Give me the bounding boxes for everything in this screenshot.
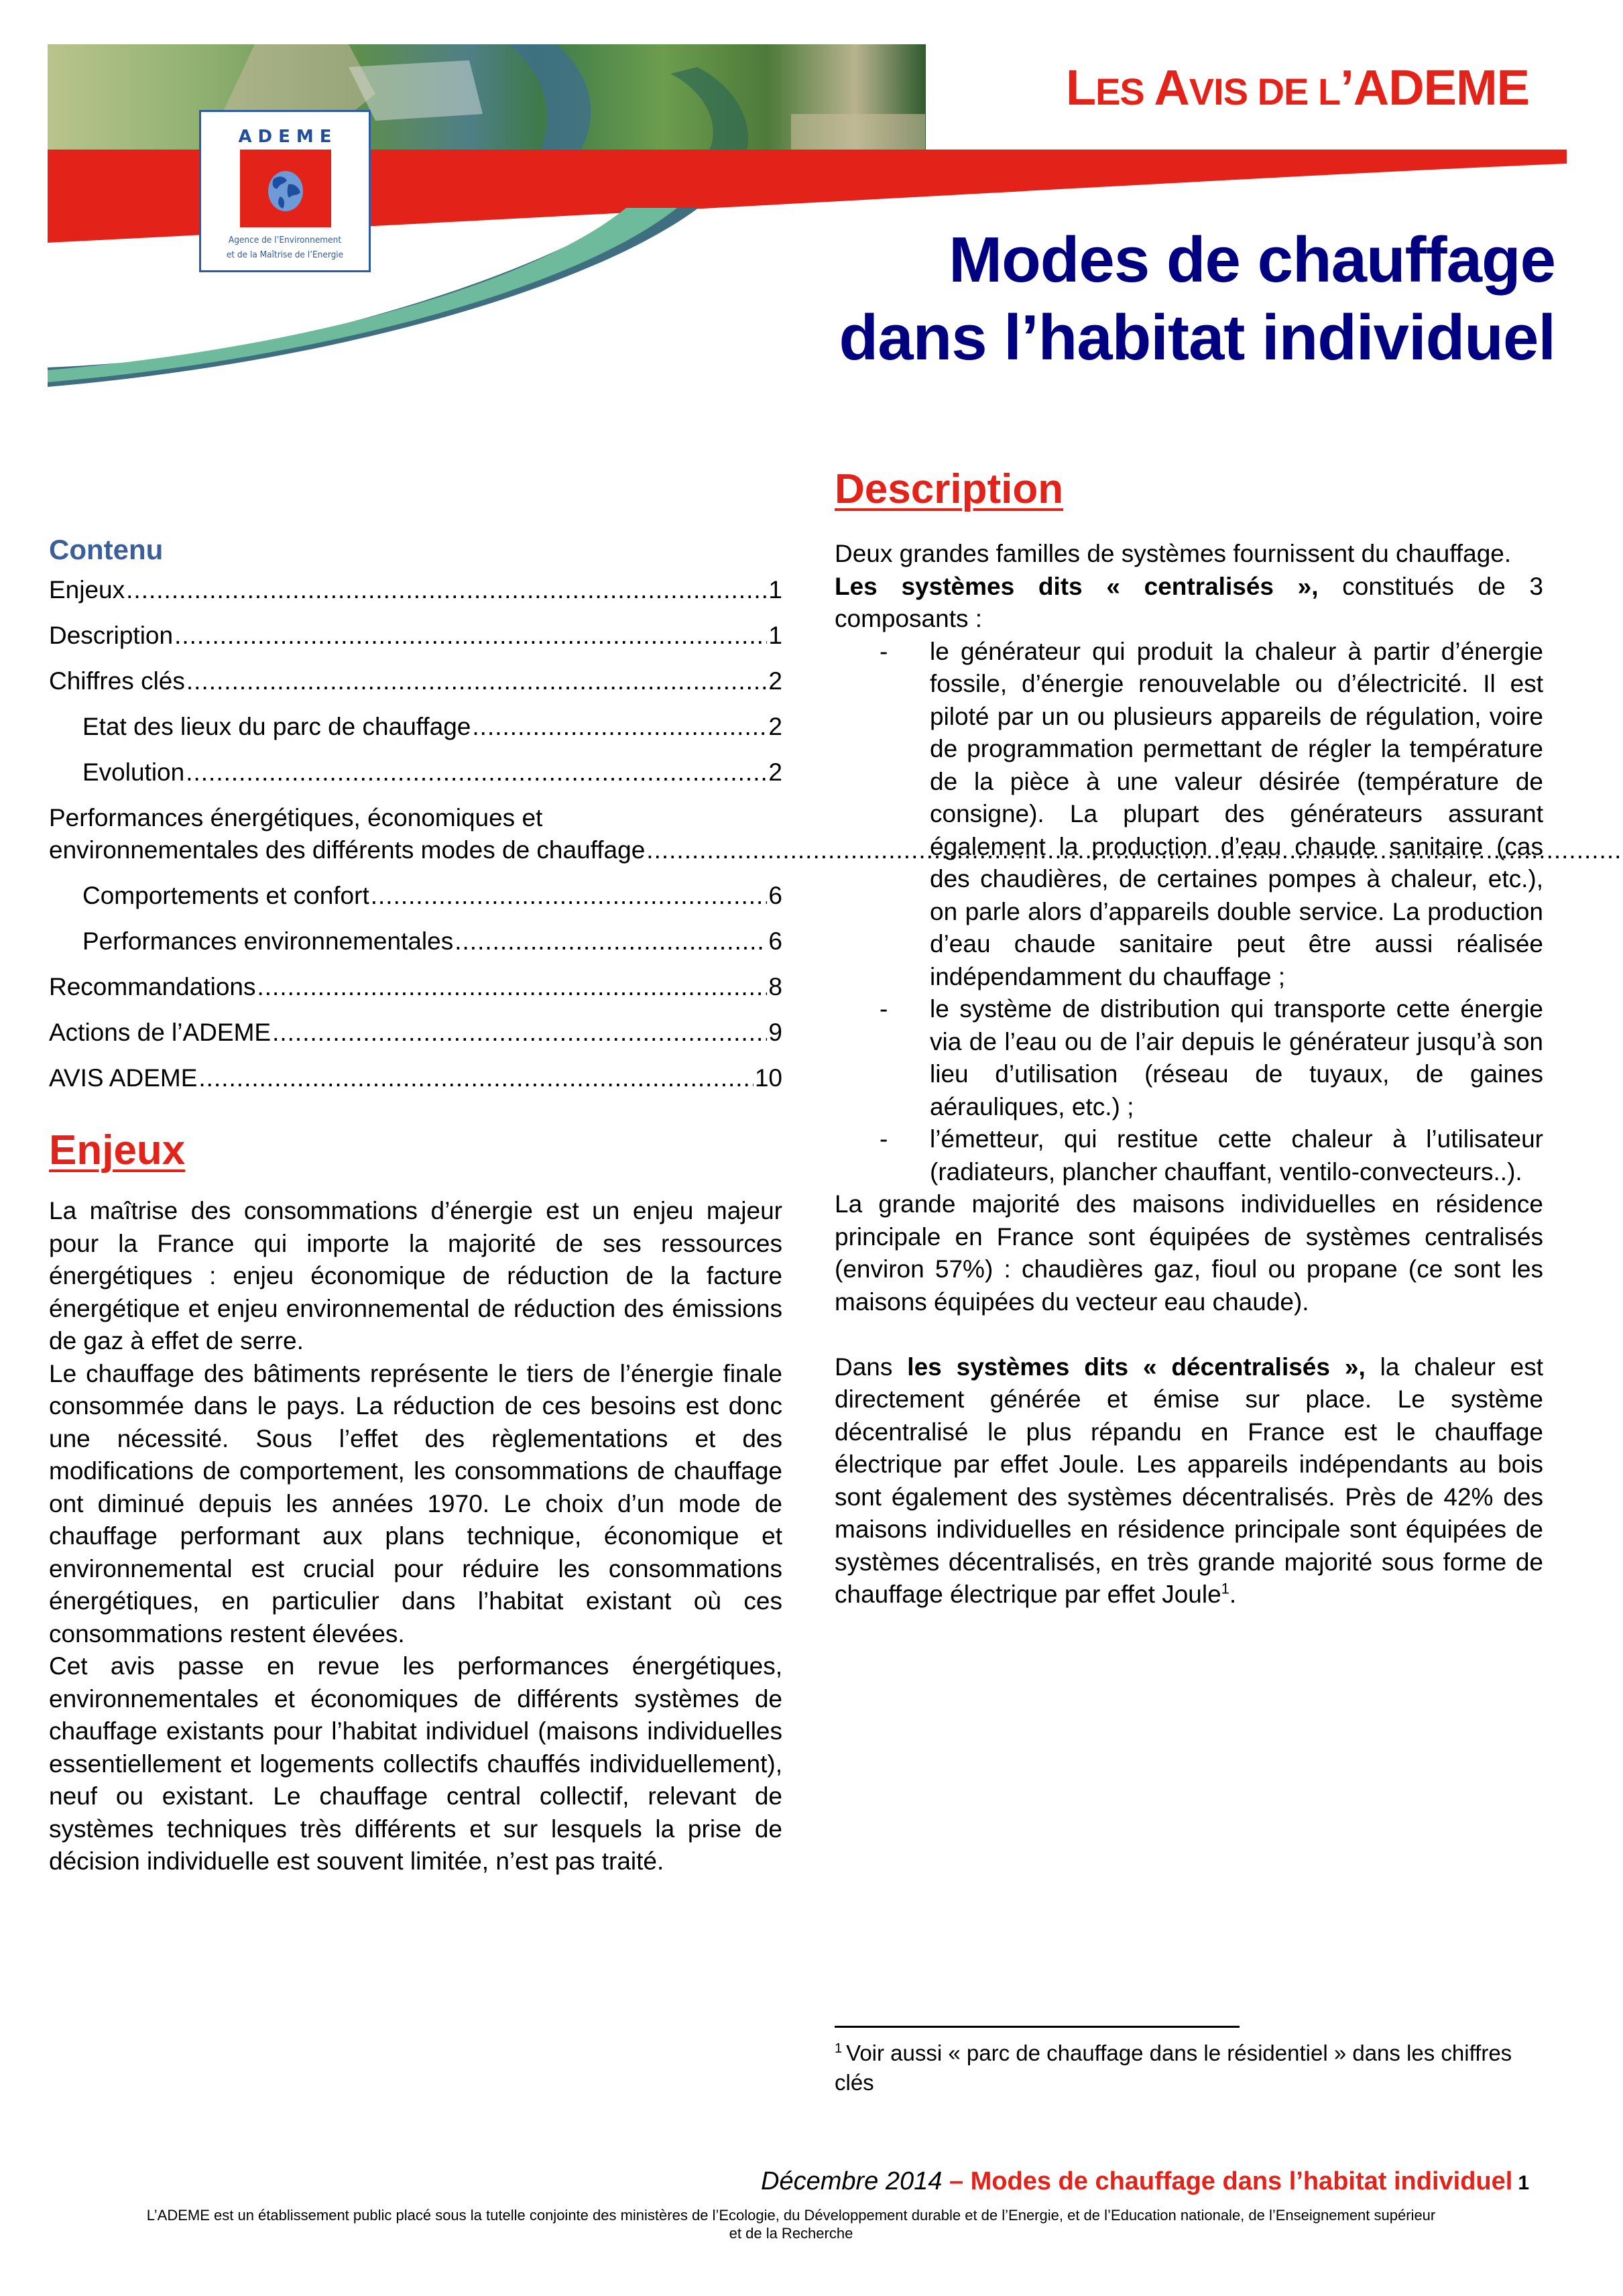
- page-number: 1: [1518, 2172, 1529, 2194]
- description-intro: Deux grandes familles de systèmes fournissent du chauffage.: [835, 540, 1512, 567]
- page-header: [0, 0, 1623, 416]
- toc-item-enjeux[interactable]: Enjeux ..... 1: [49, 574, 782, 606]
- list-item-generateur: - le générateur qui produit la chaleur à partir d’énergie fossile, d’énergie renouvelable ou d’électricité. Il est piloté par un ou plusieurs appareils de régulation, voire de programmation permettant de régler la température de la pièce à une valeur désirée (température de consigne). La plupart des générateurs assurant également la production d’eau chaude sanitaire (cas des chaudières, de certaines pompes à chaleur, etc.), on parle alors d’appareils double service. La production d’eau chaude sanitaire peut être aussi réalisée indépendamment du chauffage ;: [880, 637, 1543, 990]
- globe-icon: [267, 170, 304, 213]
- toc-item-performances[interactable]: Performances énergétiques, économiques et environnementales des différents modes de chauffage .....: [49, 802, 782, 866]
- toc-heading: Contenu: [49, 534, 164, 565]
- list-item-distribution: - le système de distribution qui transporte cette énergie via de l’eau ou de l’air depuis le générateur jusqu’à son lieu d’utilisation (réseau de tuyaux, de gaines aérauliques, etc.) ;: [880, 995, 1543, 1121]
- majority-paragraph: La grande majorité des maisons individuelles en résidence principale en France sont équipées de systèmes centralisés (environ 57%) : chaudières gaz, fioul ou propane (ce sont les maisons équipées du vecteur eau chaude).: [835, 1190, 1543, 1316]
- enjeux-paragraph-2: Le chauffage des bâtiments représente le tiers de l’énergie finale consommée dans le pays. La réduction de ces besoins est donc une nécessité. Sous l’effet des règlementations et des modifications de comportement, les consommations de chauffage ont diminué depuis les années 1970. Le choix d’un mode de chauffage performant aux plans technique, économique et environnemental est crucial pour réduire les consommations énergétiques, en particulier dans l’habitat existant où ces consommations restent élevées.: [49, 1359, 782, 1648]
- table-of-contents: [49, 574, 782, 1094]
- footnote: $^1$ Voir aussi « parc de chauffage dans le résidentiel » dans les chiffres clés: [835, 2041, 1512, 2095]
- footer-disclaimer: L’ADEME est un établissement public placé sous la tutelle conjointe des ministères de l’Ecologie, du Développement durable et de l’Energie, et de l’Education nationale, de l’Enseignement supérieur et de la Recherche: [146, 2207, 1436, 2242]
- page-footer: Décembre 2014 – Modes de chauffage dans l’habitat individuel 1: [761, 2167, 1529, 2195]
- toc-item-chiffres-cles[interactable]: Chiffres clés ..... 2: [49, 665, 782, 697]
- left-column: [49, 530, 782, 1878]
- toc-item-avis[interactable]: AVIS ADEME ..... 10: [49, 1062, 782, 1094]
- logo-caption: Agence de l’Environnement et de la Maîtrise de l’Energie: [226, 235, 344, 260]
- document-title: Modes de chauffage dans l’habitat individuel: [839, 224, 1555, 374]
- footer-date: Décembre 2014: [761, 2167, 943, 2195]
- toc-item-description[interactable]: Description ..... 1: [49, 620, 782, 652]
- toc-item-etat-des-lieux[interactable]: Etat des lieux du parc de chauffage ..... 2: [49, 711, 782, 743]
- footnote-ref[interactable]: 1: [1221, 1580, 1229, 1597]
- footnote-separator: [835, 2026, 1240, 2028]
- aerial-photo: [48, 44, 926, 158]
- footer-doc-title: Modes de chauffage dans l’habitat individuel: [970, 2167, 1513, 2195]
- logo-red-square: [240, 150, 331, 227]
- enjeux-paragraph-3: Cet avis passe en revue les performances énergétiques, environnementales et économiques de différents systèmes de chauffage existants pour l’habitat individuel (maisons individuelles essentiellement et logements collectifs chauffés individuellement), neuf ou existant. Le chauffage central collectif, relevant de systèmes techniques très différents et sur lesquels la prise de décision individuelle est souvent limitée, n’est pas traité.: [49, 1652, 782, 1875]
- list-item-emetteur: - l’émetteur, qui restitue cette chaleur à l’utilisateur (radiateurs, plancher chauffant, ventilo-convecteurs..).: [880, 1125, 1543, 1186]
- enjeux-paragraph-1: La maîtrise des consommations d’énergie est un enjeu majeur pour la France qui importe la majorité de ses ressources énergétiques : enjeu économique de réduction de la facture énergétique et enjeu environnemental de réduction des émissions de gaz à effet de serre.: [49, 1197, 782, 1355]
- section-heading-description: Description: [835, 466, 1064, 512]
- logo-wordmark: ADEME: [238, 127, 338, 147]
- decentralised-paragraph: Dans les systèmes dits « décentralisés », la chaleur est directement générée et émise sur place. Le système décentralisé le plus répandu en France est le chauffage électrique par effet Joule. Les appareils indépendants au bois sont également des systèmes décentralisés. Près de 42% des maisons individuelles en résidence principale sont équipées de systèmes décentralisés, en très grande majorité sous forme de chauffage électrique par effet Joule$^1$.: [835, 1353, 1543, 1608]
- toc-item-recommandations[interactable]: Recommandations ..... 8: [49, 971, 782, 1003]
- toc-item-actions[interactable]: Actions de l’ADEME ..... 9: [49, 1017, 782, 1049]
- toc-item-evolution[interactable]: Evolution ..... 2: [49, 756, 782, 789]
- centralised-intro: Les systèmes dits « centralisés », constitués de 3 composants :: [835, 572, 1543, 632]
- toc-item-comportements[interactable]: Comportements et confort ..... 6: [49, 880, 782, 912]
- toc-item-performances-env[interactable]: Performances environnementales ..... 6: [49, 925, 782, 958]
- section-heading-enjeux: Enjeux: [49, 1127, 186, 1173]
- ademe-logo: [199, 110, 371, 272]
- components-list: [835, 636, 1543, 1189]
- right-column: [835, 463, 1543, 1611]
- series-title: LES AVIS DE L’ADEME: [1065, 60, 1529, 115]
